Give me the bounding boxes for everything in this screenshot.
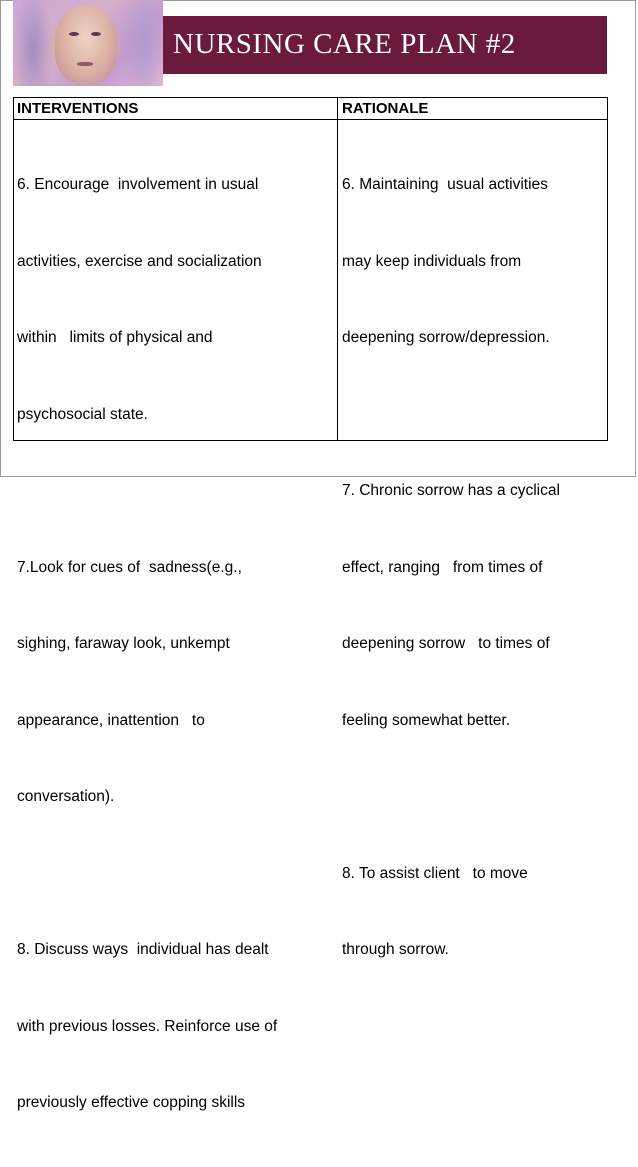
- intervention-6-line-1: 6. Encourage involvement in usual: [17, 176, 259, 193]
- eye-right: [91, 32, 101, 36]
- intervention-8-line-3: previously effective copping skills: [17, 1094, 246, 1111]
- rationale-column: [342, 121, 607, 1014]
- intervention-6-line-3: within limits of physical and: [17, 329, 213, 346]
- rationale-7-line-3: deepening sorrow to times of: [342, 635, 550, 652]
- care-plan-table: [13, 97, 608, 1111]
- intervention-7-line-3: appearance, inattention to: [17, 711, 205, 729]
- page-title: NURSING CARE PLAN #2: [173, 28, 516, 60]
- eye-left: [69, 32, 79, 36]
- rationale-7: [342, 427, 607, 784]
- rationale-8-line-2: through sorrow.: [342, 941, 449, 958]
- rationale-8: [342, 810, 607, 1014]
- rationale-6-line-3: deepening sorrow/depression.: [342, 329, 550, 346]
- rationale-7-line-4: feeling somewhat better.: [342, 711, 511, 729]
- intervention-6: [17, 121, 335, 478]
- rationale-6-line-1: 6. Maintaining usual activities: [342, 176, 548, 193]
- intervention-6-line-2: activities, exercise and socialization: [17, 252, 262, 270]
- column-divider: [337, 98, 338, 440]
- rationale-7-line-1: 7. Chronic sorrow has a cyclical: [342, 482, 560, 499]
- rationale-6-line-2: may keep individuals from: [342, 252, 522, 270]
- rationale-8-line-1: 8. To assist client to move: [342, 864, 528, 882]
- intervention-7-line-1: 7.Look for cues of sadness(e.g.,: [17, 558, 242, 576]
- header-rationale: RATIONALE: [342, 100, 429, 117]
- intervention-6-line-4: psychosocial state.: [17, 405, 148, 423]
- header-photo: [13, 0, 163, 86]
- interventions-column: [17, 121, 335, 1167]
- rationale-6: [342, 121, 607, 402]
- face-illustration: [55, 6, 117, 84]
- mouth: [77, 62, 93, 66]
- intervention-8: [17, 886, 335, 1167]
- intervention-8-line-2: with previous losses. Reinforce use of: [17, 1017, 278, 1035]
- title-bar: [163, 16, 607, 74]
- intervention-8-line-1: 8. Discuss ways individual has dealt: [17, 941, 269, 958]
- header-interventions: INTERVENTIONS: [17, 100, 139, 117]
- intervention-7-line-4: conversation).: [17, 788, 115, 805]
- table-header-row: [14, 98, 607, 120]
- intervention-7-line-2: sighing, faraway look, unkempt: [17, 635, 230, 652]
- rationale-7-line-2: effect, ranging from times of: [342, 558, 543, 576]
- intervention-7: [17, 504, 335, 861]
